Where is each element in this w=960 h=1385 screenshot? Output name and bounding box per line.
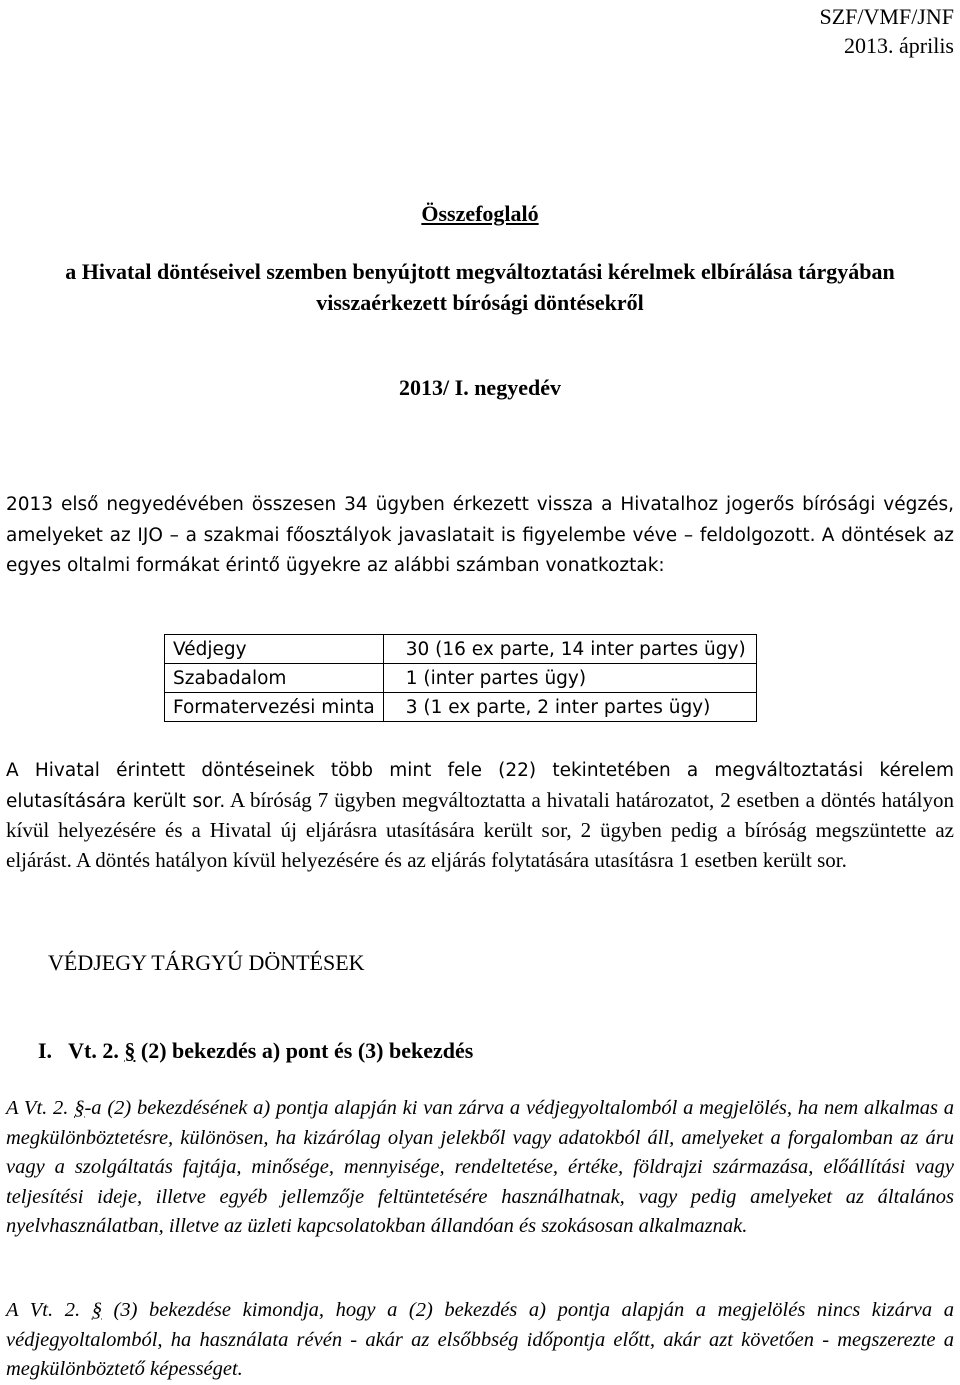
- case-count-table: [164, 634, 757, 722]
- intro-part-a: 2013 első negyedévében összesen 34 ügyben érkezett vissza a Hivatalhoz jogerős bírósági végzés, amelyeket az IJO – a szakmai főosztályok javaslatait is figyelembe véve – feldolgozott.: [6, 494, 954, 546]
- intro-part-b: A döntések az egyes oltalmi formákat érintő ügyekre az alábbi számban vonatkoztak:: [6, 524, 955, 576]
- section-sign: §: [124, 1038, 136, 1063]
- article-2-2a-paragraph: [6, 1094, 954, 1242]
- summary-part-a: A Hivatal érintett döntéseinek több mint fele (22) tekintetében a megváltoztatási kérelem elutasítására került sor.: [6, 760, 954, 812]
- rule-heading: [38, 1038, 473, 1064]
- table-row: [165, 664, 757, 693]
- row-label: Szabadalom: [165, 664, 384, 693]
- article-2-3-paragraph: [6, 1296, 954, 1385]
- quarter-heading: 2013/ I. negyedév: [399, 375, 561, 400]
- row-label: Formatervezési minta: [165, 693, 384, 722]
- table-row: [165, 635, 757, 664]
- document-subtitle: [0, 256, 960, 318]
- article-lead: A Vt. 2.: [6, 1097, 69, 1119]
- rule-law: Vt. 2.: [68, 1038, 119, 1063]
- document-reference: [819, 2, 954, 60]
- article-lead: A Vt. 2.: [6, 1299, 81, 1321]
- section-sign: §: [91, 1299, 102, 1321]
- row-value: 1 (inter partes ügy): [383, 664, 756, 693]
- subtitle-line-1: a Hivatal döntéseivel szemben benyújtott megváltoztatási kérelmek elbírálása tárgyában: [65, 259, 895, 284]
- article-text: -a (2) bekezdésének a) pontja alapján ki van zárva a védjegyoltalomból a megjelölés, ha nem alkalmas a megkülönböztetésre, különösen, ha kizárólag olyan jelekből vagy adatokból áll, amelyeket a forgalomban az áru vagy a szolgáltatás fajtája, minősége, mennyisége, rendeltetése, értéke, földrajzi származása, előállítási vagy teljesítési ideje, illetve egyéb jellemzője feltüntetésére használhatnak, vagy pedig amelyeket az általános nyelvhasználatban, illetve az üzleti kapcsolatokban állandóan és szokásosan alkalmaznak.: [6, 1097, 955, 1237]
- row-value: 3 (1 ex parte, 2 inter partes ügy): [383, 693, 756, 722]
- summary-part-b: A bíróság 7 ügyben megváltoztatta a hivatali határozatot, 2 esetben a döntés hatályon kívül helyezésére és a Hivatal új eljárásra utasítására került sor, 2 ügyben pedig a bíróság megszüntette az eljárást. A döntés hatályon kívül helyezésére és az eljárás folytatására utasításra 1 esetben került sor.: [6, 787, 954, 872]
- row-value: 30 (16 ex parte, 14 inter partes ügy): [383, 635, 756, 664]
- section-heading: VÉDJEGY TÁRGYÚ DÖNTÉSEK: [48, 950, 365, 975]
- rule-number: I.: [38, 1038, 53, 1063]
- row-label: Védjegy: [165, 635, 384, 664]
- reference-code: SZF/VMF/JNF: [819, 4, 954, 29]
- section-sign: §: [74, 1097, 85, 1119]
- document-title: Összefoglaló: [421, 201, 539, 226]
- rule-rest: (2) bekezdés a) pont és (3) bekezdés: [140, 1038, 474, 1063]
- subtitle-line-2: visszaérkezett bírósági döntésekről: [316, 290, 644, 315]
- article-text: (3) bekezdése kimondja, hogy a (2) bekezdés a) pontja alapján a megjelölés nincs kizárva a védjegyoltalomból, ha használata révén - akár az elsőbbség időpontja előtt, akár azt követően - megszerezte a megkülönböztető képességet.: [6, 1299, 955, 1380]
- reference-date: 2013. április: [844, 33, 954, 58]
- summary-paragraph: [6, 755, 954, 875]
- intro-paragraph: [6, 489, 954, 581]
- table-row: [165, 693, 757, 722]
